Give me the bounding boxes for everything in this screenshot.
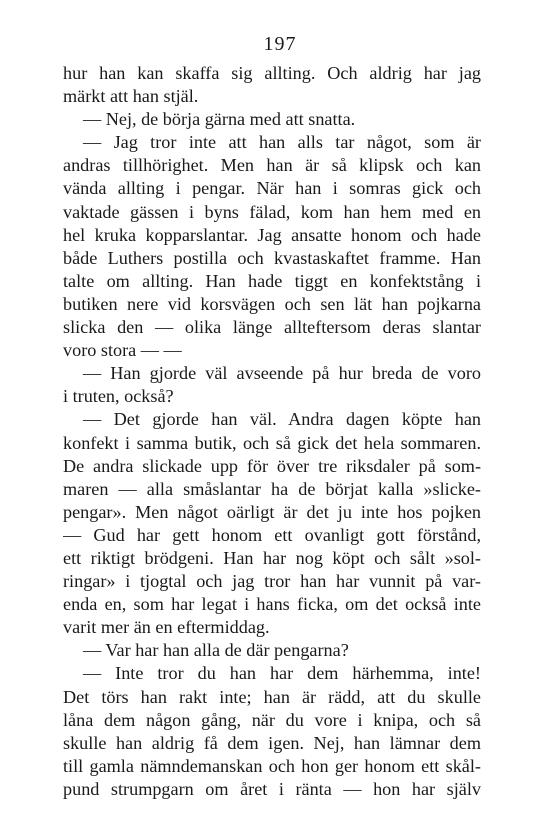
text-line: skulle han aldrig få dem igen. Nej, han lämnar dem xyxy=(63,732,481,753)
text-line: — Han gjorde väl avseende på hur breda de voro xyxy=(83,363,481,384)
text-line: — Inte tror du han har dem härhemma, inte! xyxy=(83,663,481,684)
text-line: slicka den — olika länge allteftersom deras slantar xyxy=(63,317,481,338)
text-line: pund strumpgarn om året i ränta — hon har själv xyxy=(63,778,481,799)
text-line: butiken nere vid korsvägen och sen lät han pojkarna xyxy=(63,293,481,314)
text-line: andras tillhörighet. Men han är så klipsk och kan xyxy=(63,155,481,176)
text-line: både Luthers postilla och kvastaskaftet framme. Han xyxy=(63,247,481,268)
text-line: — Gud har gett honom ett ovanligt gott förstånd, xyxy=(63,524,481,545)
text-line: pengar». Men något oärligt är det ju inte hos pojken xyxy=(63,501,481,522)
text-line: i truten, också? xyxy=(63,386,174,407)
text-line: hur han kan skaffa sig allting. Och aldrig har jag xyxy=(63,63,481,83)
text-line: ett riktigt brödgeni. Han har nog köpt och sålt »sol- xyxy=(63,547,481,568)
text-line: enda en, som har legat i hans ficka, om det också inte xyxy=(63,594,481,615)
text-line: vaktade gässen i byns fälad, kom han hem med en xyxy=(63,201,481,222)
text-line: — Jag tror inte att han alls tar något, som är xyxy=(83,132,481,153)
text-line: Det törs han rakt inte; han är rädd, att du skulle xyxy=(63,686,481,707)
text-line: ringar» i tjogtal och jag tror han har vunnit på var- xyxy=(63,571,481,592)
text-line: De andra slickade upp för över tre riksdaler på som- xyxy=(63,455,481,476)
page-number: 197 xyxy=(263,33,297,55)
text-line: märkt att han stjäl. xyxy=(63,86,199,107)
text-line: till gamla nämndemanskan och hon ger honom ett skål- xyxy=(63,755,481,776)
text-line: voro stora — — xyxy=(63,340,182,361)
text-line: — Nej, de börja gärna med att snatta. xyxy=(83,109,356,130)
text-line: — Var har han alla de där pengarna? xyxy=(83,640,349,661)
text-line: vända allting i pengar. När han i somras gick och xyxy=(63,178,481,199)
text-line: hel kruka kopparslantar. Jag ansatte honom och hade xyxy=(63,224,481,245)
text-line: — Det gjorde han väl. Andra dagen köpte han xyxy=(83,409,481,430)
text-line: varit mer än en eftermiddag. xyxy=(63,617,270,638)
text-line: låna dem någon gång, när du vore i knipa, och så xyxy=(63,709,481,730)
text-line: talte om allting. Han hade tiggt en konfektstång i xyxy=(63,270,481,291)
body-text xyxy=(63,62,481,801)
text-line: konfekt i samma butik, och så gick det hela sommaren. xyxy=(63,432,481,453)
text-line: maren — alla småslantar ha de börjat kalla »slicke- xyxy=(63,478,481,499)
